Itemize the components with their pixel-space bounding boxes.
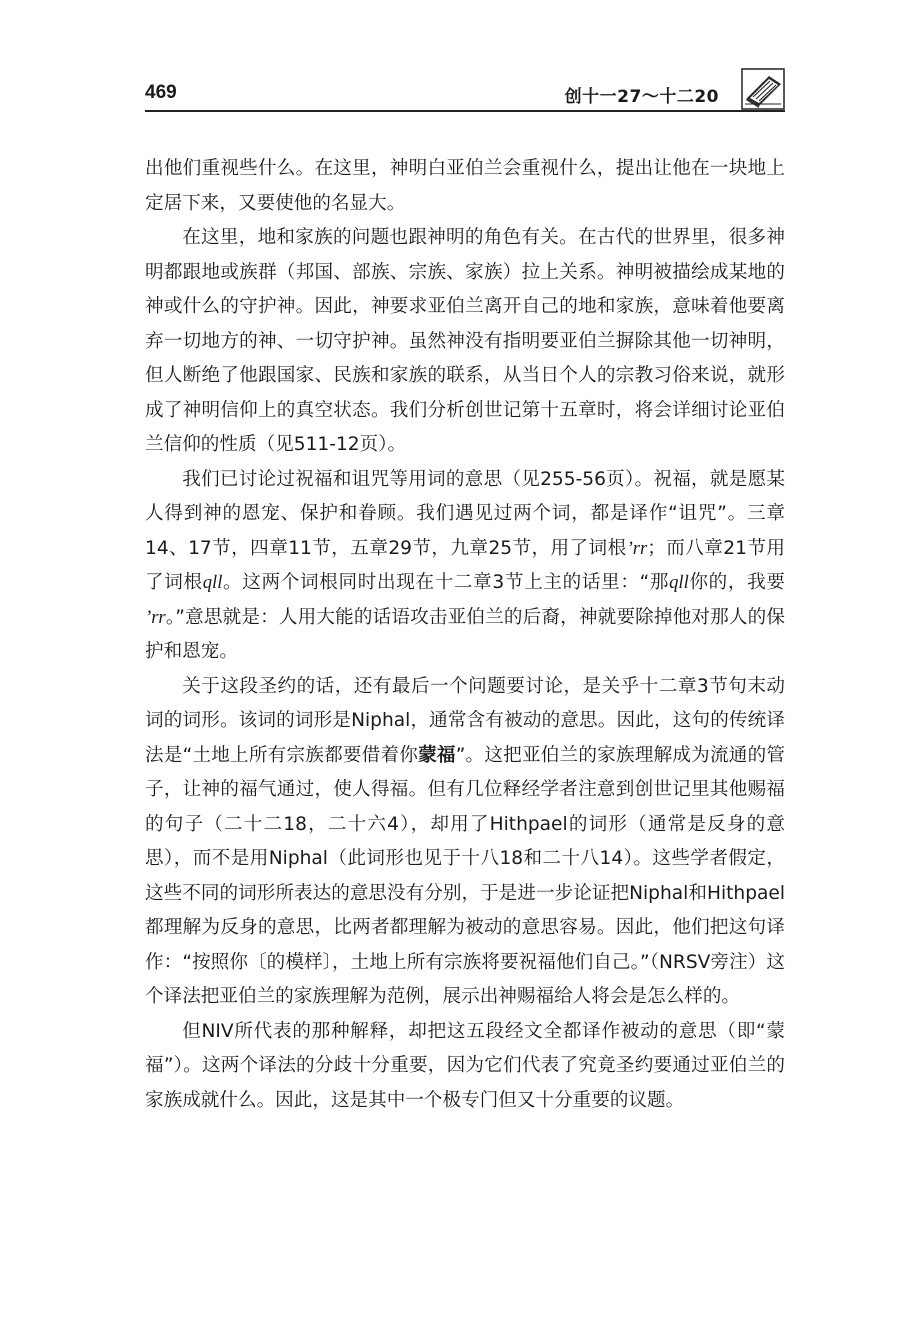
text-run: 我们已讨论过祝福和诅咒等用词的意思（见255-56页）。祝福，就是愿某人得到神的恩宠、保护和眷顾。我们遇见过两个词，都是译作“诅咒”。三章14、17节，四章11节，五章29节，九章25节，用了词根	[145, 468, 785, 559]
paragraph	[145, 221, 785, 463]
book-icon	[741, 68, 785, 110]
text-run: 。”意思就是：人用大能的话语攻击亚伯兰的后裔，神就要除掉他对那人的保护和恩宠。	[145, 606, 785, 662]
paragraph	[145, 152, 785, 221]
text-run: 你的，我要	[688, 572, 785, 593]
paragraph	[145, 463, 785, 670]
emphasis-text: 蒙福	[418, 744, 456, 766]
text-run: 出他们重视些什么。在这里，神明白亚伯兰会重视什么，提出让他在一块地上定居下来，又要使他的名显大。	[145, 158, 785, 214]
hebrew-root: ʼrr	[145, 606, 166, 628]
hebrew-root: qll	[669, 572, 689, 593]
page-header	[145, 62, 785, 112]
paragraph	[145, 1015, 785, 1119]
hebrew-root: ʼrr	[626, 537, 648, 559]
header-rule	[145, 110, 785, 112]
body-text	[145, 152, 785, 1118]
text-run: 关于这段圣约的话，还有最后一个问题要讨论，是关乎十二章3节句末动词的词形。该词的词形是Niphal，通常含有被动的意思。因此，这句的传统译法是“土地上所有宗族都要借着你	[145, 675, 785, 766]
running-head: 创十一27～十二20	[564, 87, 719, 107]
text-run: 。这两个词根同时出现在十二章3节上主的话里：“那	[222, 572, 670, 593]
text-run: ；而八章21节用了词根	[145, 537, 785, 593]
paragraph	[145, 670, 785, 1015]
text-run: 但NIV所代表的那种解释，却把这五段经文全都译作被动的意思（即“蒙福”）。这两个译法的分歧十分重要，因为它们代表了究竟圣约要通过亚伯兰的家族成就什么。因此，这是其中一个极专门但又十分重要的议题。	[145, 1020, 785, 1111]
hebrew-root: qll	[202, 572, 223, 593]
page-number: 469	[145, 82, 177, 103]
text-run: ”。这把亚伯兰的家族理解成为流通的管子，让神的福气通过，使人得福。但有几位释经学者注意到创世记里其他赐福的句子（二十二18，二十六4），却用了Hithpael的词形（通常是反身的意思），而不是用Niphal（此词形也见于十八18和二十八14）。这些学者假定，这些不同的词形所表达的意思没有分别，于是进一步论证把Niphal和Hithpael都理解为反身的意思，比两者都理解为被动的意思容易。因此，他们把这句译作：“按照你〔的模样〕，土地上所有宗族将要祝福他们自己。”（NRSV旁注）这个译法把亚伯兰的家族理解为范例，展示出神赐福给人将会是怎么样的。	[145, 744, 785, 1007]
text-run: 在这里，地和家族的问题也跟神明的角色有关。在古代的世界里，很多神明都跟地或族群（邦国、部族、宗族、家族）拉上关系。神明被描绘成某地的神或什么的守护神。因此，神要求亚伯兰离开自己的地和家族，意味着他要离弃一切地方的神、一切守护神。虽然神没有指明要亚伯兰摒除其他一切神明，但人断绝了他跟国家、民族和家族的联系，从当日个人的宗教习俗来说，就形成了神明信仰上的真空状态。我们分析创世记第十五章时，将会详细讨论亚伯兰信仰的性质（见511-12页）。	[145, 227, 785, 455]
